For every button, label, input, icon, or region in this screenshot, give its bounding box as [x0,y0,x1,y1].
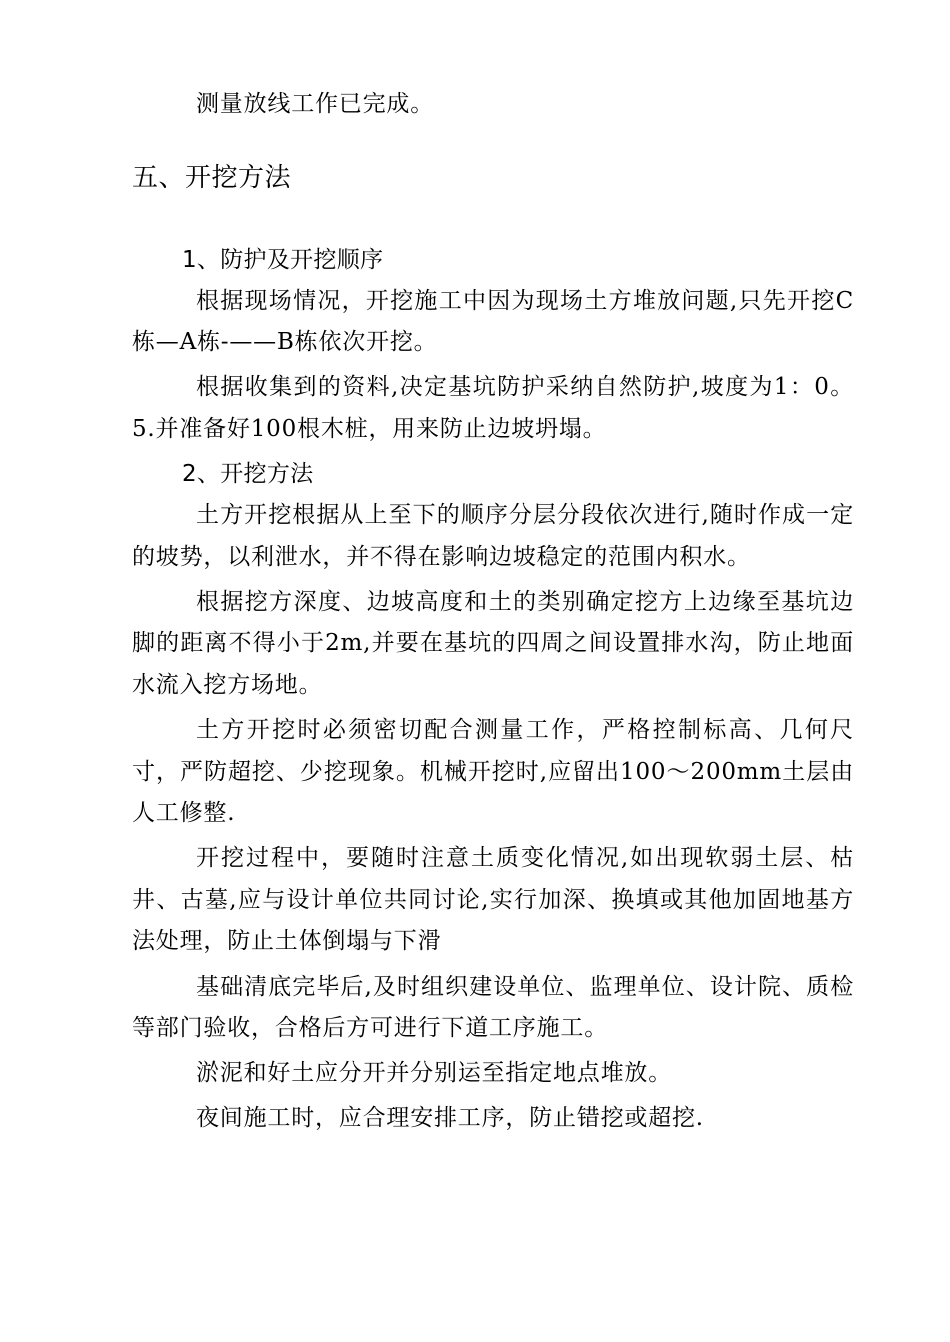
paragraph-excavation-order: 根据现场情况，开挖施工中因为现场土方堆放问题,只先开挖C栋—A栋-——B栋依次开挖。 [132,287,854,356]
subsection-title-protection-order: 1、防护及开挖顺序 [182,246,384,273]
paragraph-slope-protection: 根据收集到的资料,决定基坑防护采纳自然防护,坡度为1：0。5.并准备好100根木桩，用来防止边坡坍塌。 [132,374,854,442]
subsection-title-excavation-method: 2、开挖方法 [182,460,314,487]
paragraph-layered-excavation: 土方开挖根据从上至下的顺序分层分段依次进行,随时作成一定的坡势，以利泄水，并不得在影响边坡稳定的范围内积水。 [132,501,854,570]
paragraph-soil-changes: 开挖过程中，要随时注意土质变化情况,如出现软弱土层、枯井、古墓,应与设计单位共同讨论,实行加深、换填或其他加固地基方法处理，防止土体倒塌与下滑 [132,845,854,955]
paragraph-inspection: 基础清底完毕后,及时组织建设单位、监理单位、设计院、质检等部门验收，合格后方可进行下道工序施工。 [132,973,854,1042]
document-page [132,84,854,1143]
paragraph-survey-coordination: 土方开挖时必须密切配合测量工作，严格控制标高、几何尺寸，严防超挖、少挖现象。机械开挖时,应留出100～200mm土层由人工修整. [132,716,854,827]
paragraph-night-work: 夜间施工时，应合理安排工序，防止错挖或超挖. [196,1105,704,1132]
section-title: 五、开挖方法 [132,162,292,193]
paragraph-edge-distance: 根据挖方深度、边坡高度和土的类别确定挖方上边缘至基坑边脚的距离不得小于2m,并要在基坑的四周之间设置排水沟，防止地面水流入挖方场地。 [132,588,854,698]
intro-paragraph: 测量放线工作已完成。 [196,91,434,117]
paragraph-soil-separation: 淤泥和好土应分开并分别运至指定地点堆放。 [196,1060,672,1087]
